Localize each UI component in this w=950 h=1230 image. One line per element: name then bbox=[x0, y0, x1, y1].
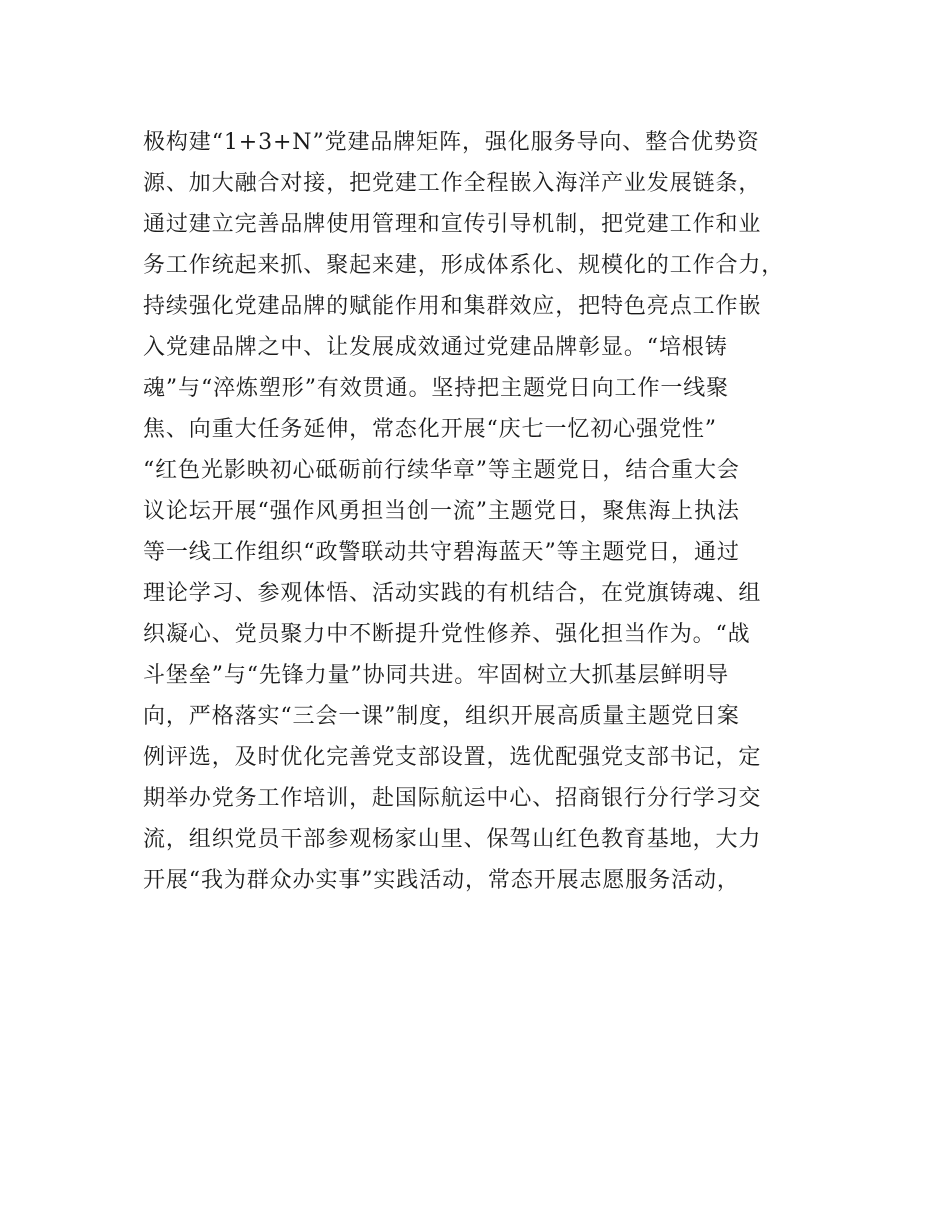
text-line: 务工作统起来抓、聚起来建，形成体系化、规模化的工作合力， bbox=[143, 253, 785, 278]
text-line: 开展“我为群众办实事”实践活动，常态开展志愿服务活动， bbox=[143, 868, 740, 893]
text-line: 等一线工作组织“政警联动共守碧海蓝天”等主题党日，通过 bbox=[143, 540, 740, 565]
text-line: 入党建品牌之中、让发展成效通过党建品牌彰显。“培根铸 bbox=[143, 335, 728, 360]
text-line: 期举办党务工作培训，赴国际航运中心、招商银行分行学习交 bbox=[143, 786, 762, 811]
text-line: 源、加大融合对接，把党建工作全程嵌入海洋产业发展链条， bbox=[143, 171, 762, 196]
text-line: 通过建立完善品牌使用管理和宣传引导机制，把党建工作和业 bbox=[143, 212, 762, 237]
text-line: 织凝心、党员聚力中不断提升党性修养、强化担当作为。“战 bbox=[143, 622, 751, 647]
text-line: 焦、向重大任务延伸，常态化开展“庆七一忆初心强党性” bbox=[143, 417, 717, 442]
text-line: 理论学习、参观体悟、活动实践的有机结合，在党旗铸魂、组 bbox=[143, 581, 762, 606]
text-line: 魂”与“淬炼塑形”有效贯通。坚持把主题党日向工作一线聚 bbox=[143, 376, 730, 401]
text-line: 向，严格落实“三会一课”制度，组织开展高质量主题党日案 bbox=[143, 704, 740, 729]
text-line: 议论坛开展“强作风勇担当创一流”主题党日，聚焦海上执法 bbox=[143, 499, 740, 524]
text-line: 持续强化党建品牌的赋能作用和集群效应，把特色亮点工作嵌 bbox=[143, 294, 762, 319]
text-line: 极构建“1+3+N”党建品牌矩阵，强化服务导向、整合优势资 bbox=[143, 130, 760, 155]
text-line: 例评选，及时优化完善党支部设置，选优配强党支部书记，定 bbox=[143, 745, 762, 770]
body-paragraph bbox=[143, 122, 833, 901]
text-line: “红色光影映初心砥砺前行续华章”等主题党日，结合重大会 bbox=[143, 458, 740, 483]
text-line: 流，组织党员干部参观杨家山里、保驾山红色教育基地，大力 bbox=[143, 827, 762, 852]
text-line: 斗堡垒”与“先锋力量”协同共进。牢固树立大抓基层鲜明导 bbox=[143, 663, 730, 688]
